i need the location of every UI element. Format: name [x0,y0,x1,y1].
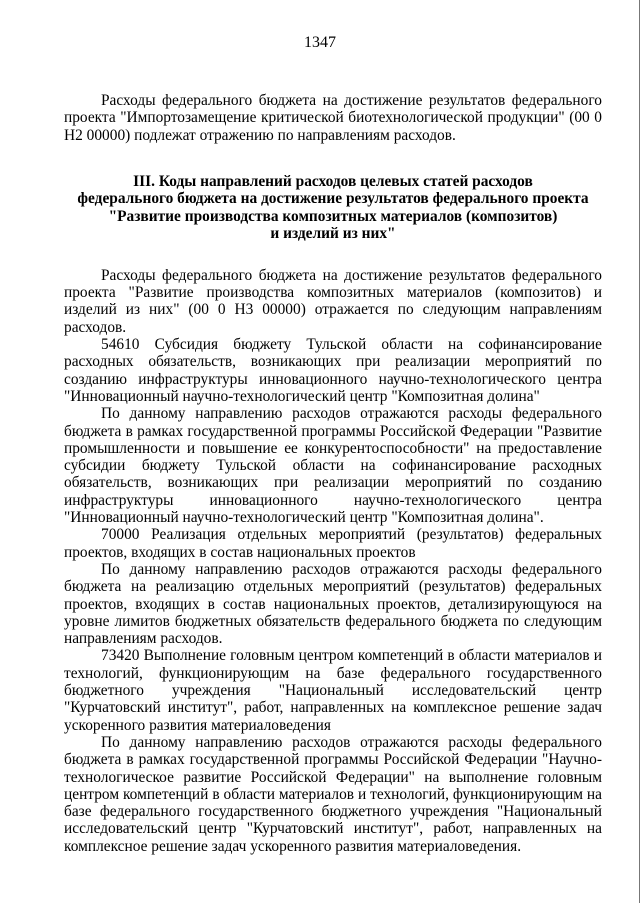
section-heading-line: "Развитие производства композитных материалов (композитов) [108,207,558,225]
paragraph-code-54610-description: По данному направлению расходов отражаются расходы федерального бюджета в рамках государственной программы Российской Федерации "Развитие промышленности и повышение ее конкурентоспособности" на предоставление субсидии бюджету Тульской области на софинансирование расходных обязательств, возникающих при реализации мероприятий по созданию инфраструктуры инновационного научно-технологического центра "Инновационный научно-технологический центр "Композитная долина". [64,405,602,527]
paragraph-code-73420-description: По данному направлению расходов отражаются расходы федерального бюджета в рамках государственной программы Российской Федерации "Научно-технологическое развитие Российской Федерации" на выполнение головным центром компетенций в области материалов и технологий, функционирующим на базе федерального государственного бюджетного учреждения "Национальный исследовательский центр "Курчатовский институт", работ, направленных на комплексное решение задач ускоренного развития материаловедения. [64,733,602,855]
intro-paragraph: Расходы федерального бюджета на достижение результатов федерального проекта "Импортозамещение критической биотехнологической продукции" (00 0 Н2 00000) подлежат отражению по направлениям расходов. [64,92,602,144]
paragraph-code-70000: 70000 Реализация отдельных мероприятий (результатов) федеральных проектов, входящих в состав национальных проектов [64,526,602,561]
document-body [64,92,602,855]
paragraph-code-54610: 54610 Субсидия бюджету Тульской области на софинансирование расходных обязательств, возникающих при реализации мероприятий по созданию инфраструктуры инновационного научно-технологического центра "Инновационный научно-технологический центр "Композитная долина" [64,336,602,405]
paragraph-code-73420: 73420 Выполнение головным центром компетенций в области материалов и технологий, функционирующим на базе федерального государственного бюджетного учреждения "Национальный исследовательский центр "Курчатовский институт", работ, направленных на комплексное решение задач ускоренного развития материаловедения [64,647,602,734]
paragraph-project-expenses: Расходы федерального бюджета на достижение результатов федерального проекта "Развитие производства композитных материалов (композитов) и изделий из них" (00 0 Н3 00000) отражается по следующим направлениям расходов. [64,266,602,336]
section-heading [64,173,602,243]
section-heading-line: III. Коды направлений расходов целевых статей расходов [133,172,533,190]
section-heading-line: федерального бюджета на достижение результатов федерального проекта [77,190,589,208]
page-number: 1347 [304,34,336,51]
section-heading-line: и изделий из них" [270,225,396,243]
paragraph-code-70000-description: По данному направлению расходов отражаются расходы федерального бюджета на реализацию отдельных мероприятий (результатов) федеральных проектов, входящих в состав национальных проектов, детализирующуюся на уровне лимитов бюджетных обязательств федерального бюджета по следующим направлениям расходов. [64,560,602,648]
